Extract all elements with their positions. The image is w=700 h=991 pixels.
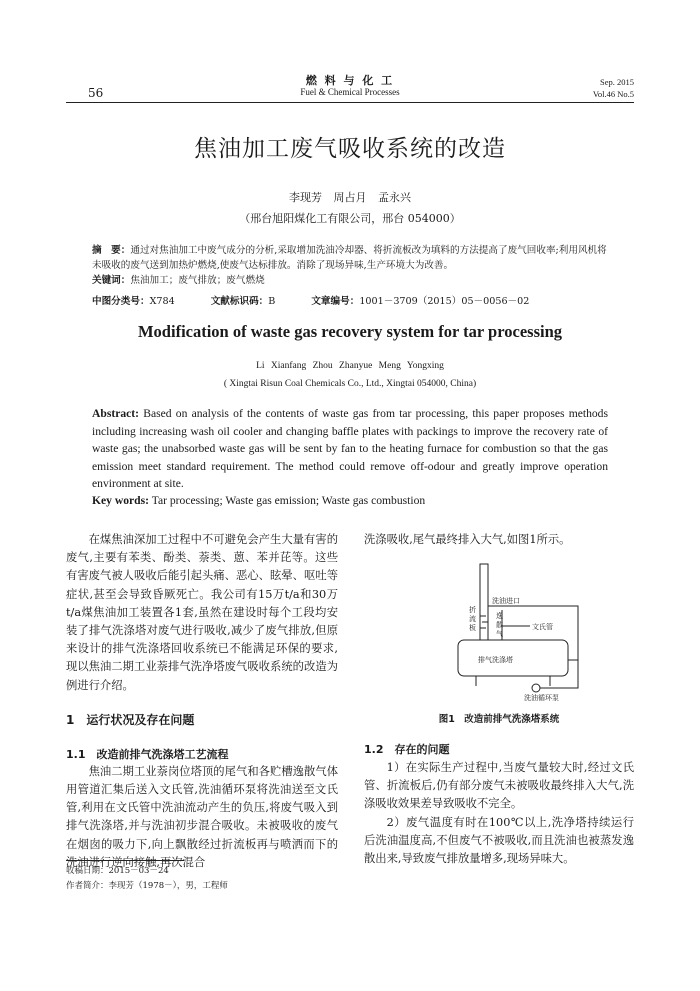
page-number: 56	[88, 86, 104, 100]
figure-label-baffle-3: 板	[469, 624, 476, 632]
section-1-2-paragraph-1: 1）在实际生产过程中,当废气量较大时,经过文氏管、折流板后,仍有部分废气未被吸收最终排入大气,洗涤吸收效果差导致吸收不完全。	[364, 761, 634, 811]
abstract-en	[92, 405, 608, 493]
chimney	[480, 564, 488, 640]
keywords-cn	[92, 273, 607, 288]
right-column-top	[364, 531, 634, 549]
abstract-cn-label: 摘 要：	[92, 245, 131, 256]
footnote-received: 收稿日期：2015－03－24	[66, 866, 169, 876]
issue-volume: Vol.46 No.5	[592, 89, 634, 99]
figure-label-escape-2: 散	[496, 621, 503, 629]
circulation-pump-icon	[532, 684, 540, 692]
figure-label-pump: 洗油循环泵	[524, 694, 559, 702]
authors-en: Li Xianfang Zhou Zhanyue Meng Yongxing	[256, 361, 444, 371]
figure-label-escape-1: 逸	[496, 612, 503, 620]
clc-label: 中图分类号：	[92, 296, 150, 307]
figure-label-baffle-1: 折	[469, 606, 476, 614]
keywords-en	[92, 494, 425, 507]
figure-label-baffle-2: 流	[469, 615, 476, 623]
figure-label-venturi: 文氏管	[532, 623, 553, 631]
footnote-author: 作者简介：李现芳（1978－），男，工程师	[66, 881, 228, 891]
figure-label-tower: 排气洗涤塔	[478, 656, 513, 664]
section-1-2-heading: 1.2 存在的问题	[364, 743, 450, 756]
keywords-en-text: Tar processing; Waste gas emission; Waste gas combustion	[149, 494, 426, 507]
doc-code-value: B	[268, 296, 276, 307]
title-en: Modification of waste gas recovery system for tar processing	[137, 322, 563, 341]
issue-date: Sep. 2015	[600, 77, 634, 87]
footnote-rule	[66, 860, 184, 861]
classification-row	[92, 293, 529, 307]
journal-title-cn: 燃 料 与 化 工	[305, 74, 395, 87]
article-number-value: 1001－3709（2015）05－0056－02	[359, 296, 530, 307]
affiliation-cn: （邢台旭阳煤化工有限公司，邢台 054000）	[239, 212, 461, 225]
authors-cn: 李现芳 周占月 孟永兴	[289, 191, 411, 204]
doc-code-label: 文献标识码：	[210, 296, 269, 307]
keywords-cn-label: 关键词：	[92, 275, 131, 286]
clc-value: X784	[149, 296, 175, 307]
section-1-1-text: 焦油二期工业萘岗位塔顶的尾气和各贮槽逸散气体用管道汇集后送入文氏管,洗油循环泵将洗油送至文氏管,利用在文氏管中洗油流动产生的负压,将废气吸入到排气洗涤塔,并与洗油初步混合吸收。未被吸收的废气在烟囱的吸力下,向上飘散经过折流板再与喷洒而下的洗油进行逆向接触,再次混合	[66, 764, 338, 869]
keywords-en-label: Key words:	[92, 494, 149, 507]
issue-info	[593, 76, 634, 100]
affiliation-en: ( Xingtai Risun Coal Chemicals Co., Ltd., Xingtai 054000, China)	[223, 379, 477, 389]
journal-title-en: Fuel & Chemical Processes	[300, 87, 400, 97]
header-rule	[66, 102, 634, 103]
figure-label-escape-3: 气	[496, 630, 503, 638]
abstract-en-label: Abstract:	[92, 407, 140, 420]
intro-paragraph: 在煤焦油深加工过程中不可避免会产生大量有害的废气,主要有苯类、酚类、萘类、蒽、苯并芘等。这些有害废气被人吸收后能引起头痛、恶心、眩晕、呕吐等症状,甚至会导致昏厥死亡。我公司有15万t/a和30万t/a煤焦油加工装置各1套,虽然在建设时每个工段均安装了排气洗涤塔对废气进行吸收,减少了废气排放,但原来设计的排气洗涤塔回收系统已不能满足环保的要求,现以焦油二期工业萘排气洗净塔废气吸收系统的改造为例进行介绍。	[66, 533, 338, 692]
figure-label-wash-inlet: 洗油进口	[492, 597, 520, 605]
left-column	[66, 531, 338, 872]
title-cn: 焦油加工废气吸收系统的改造	[194, 136, 506, 162]
keywords-cn-text: 焦油加工；废气排放；废气燃烧	[130, 275, 265, 286]
wash-tower	[458, 640, 568, 676]
section-1-1-heading: 1.1 改造前排气洗涤塔工艺流程	[66, 747, 229, 761]
right-column-bottom	[364, 741, 634, 868]
continued-paragraph: 洗涤吸收,尾气最终排入大气,如图1所示。	[364, 533, 571, 546]
section-1-2-paragraph-2: 2）废气温度有时在100℃以上,洗净塔持续运行后洗油温度高,不但废气不被吸收,而且洗油也被蒸发逸散出来,导致废气排放量增多,现场异味大。	[364, 815, 634, 866]
section-1-heading: 1 运行状况及存在问题	[66, 712, 195, 727]
figure-1-caption: 图1 改造前排气洗涤塔系统	[438, 714, 560, 725]
abstract-cn	[92, 243, 607, 288]
figure-1-diagram	[440, 560, 590, 706]
abstract-cn-text: 通过对焦油加工中废气成分的分析,采取增加洗油冷却器、将折流板改为填料的方法提高了废气回收率;利用风机将未吸收的废气送到加热炉燃烧,使废气达标排放。消除了现场异味,生产环境大为改善。	[92, 245, 607, 271]
article-number-label: 文章编号：	[311, 296, 360, 307]
abstract-en-text: Based on analysis of the contents of waste gas from tar processing, this paper proposes methods including increasing wash oil cooler and changing baffle plates with packings to improve the recovery rate of waste gas; the unabsorbed waste gas will be sent by fan to the heating furnace for combustion so that the gas emission meet standard requirement. The method could remove off-odour and greatly improve operation environment at site.	[92, 407, 608, 490]
